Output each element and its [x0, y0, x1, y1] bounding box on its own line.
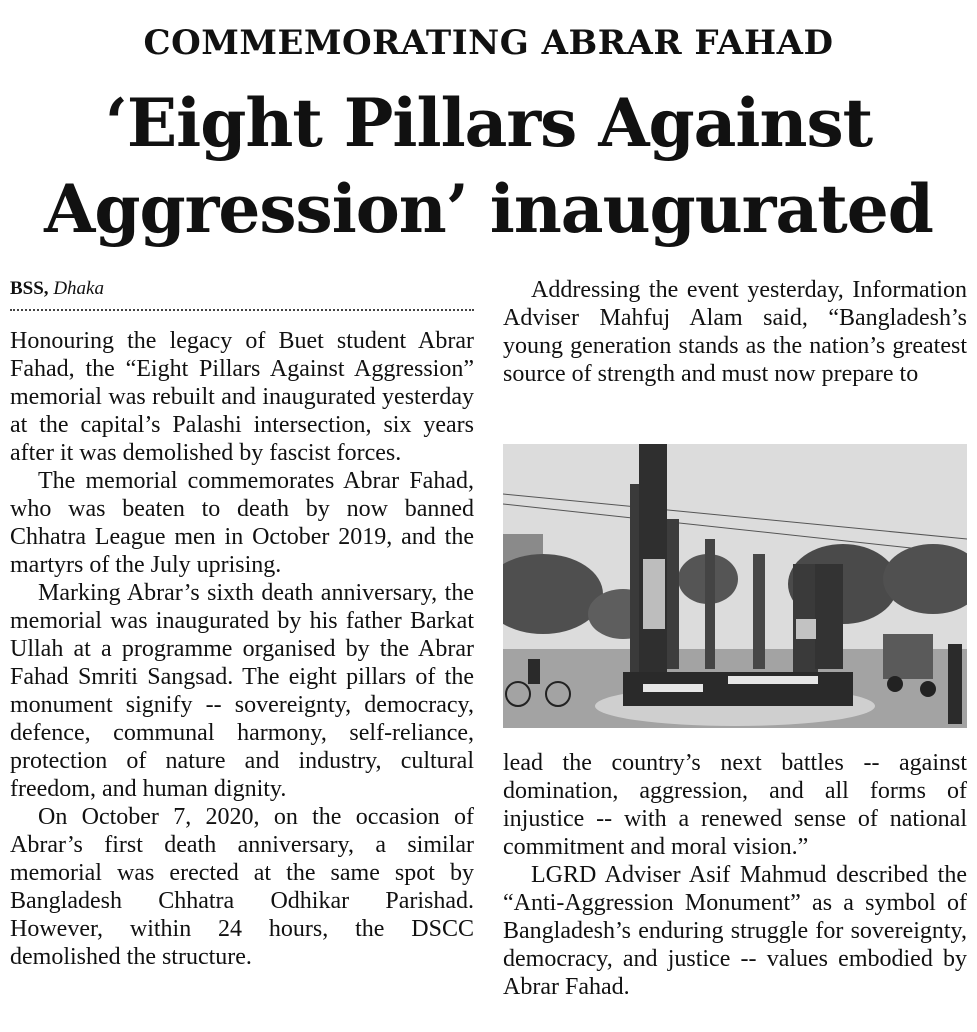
paragraph: lead the country’s next battles -- against domination, aggression, and all forms of injustice -- with a renewed sense of national commitment and moral vision.” — [503, 750, 967, 860]
headline-line-2: Aggression’ inaugurated — [44, 170, 933, 248]
headline-line-1: ‘Eight Pillars Against — [104, 84, 873, 162]
paragraph: Addressing the event yesterday, Information Adviser Mahfuj Alam said, “Bangladesh’s young generation stands as the nation’s greatest source of strength and must now prepare to — [503, 277, 967, 387]
right-column-bottom — [503, 749, 967, 1001]
paragraph: LGRD Adviser Asif Mahmud described the “Anti-Aggression Monument” as a symbol of Bangladesh’s enduring struggle for sovereignty, democracy, and justice -- values embodied by Abrar Fahad. — [503, 862, 967, 1000]
paragraph: The memorial commemorates Abrar Fahad, who was beaten to death by now banned Chhatra League men in October 2019, and the martyrs of the July uprising. — [10, 468, 474, 578]
section-kicker: COMMEMORATING ABRAR FAHAD — [143, 23, 834, 63]
paragraph: Honouring the legacy of Buet student Abrar Fahad, the “Eight Pillars Against Aggression” memorial was rebuilt and inaugurated yesterday at the capital’s Palashi intersection, six years after it was demolished by fascist forces. — [10, 328, 474, 466]
byline — [10, 278, 104, 300]
headline — [0, 80, 977, 252]
byline-divider — [10, 309, 474, 311]
byline-agency: BSS, — [10, 278, 49, 299]
paragraph: Marking Abrar’s sixth death anniversary, the memorial was inaugurated by his father Barkat Ullah at a programme organised by the Abrar Fahad Smriti Sangsad. The eight pillars of the monument signify -- sovereignty, democracy, defence, communal harmony, self-reliance, protection of nature and industry, cultural freedom, and human dignity. — [10, 580, 474, 802]
paragraph: On October 7, 2020, on the occasion of Abrar’s first death anniversary, a similar memorial was erected at the same spot by Bangladesh Chhatra Odhikar Parishad. However, within 24 hours, the DSCC demolished the structure. — [10, 804, 474, 970]
memorial-photo — [503, 444, 967, 728]
memorial-photo-illustration — [503, 444, 967, 728]
left-column — [10, 327, 474, 971]
byline-location: Dhaka — [53, 278, 104, 299]
right-column-top — [503, 276, 967, 388]
